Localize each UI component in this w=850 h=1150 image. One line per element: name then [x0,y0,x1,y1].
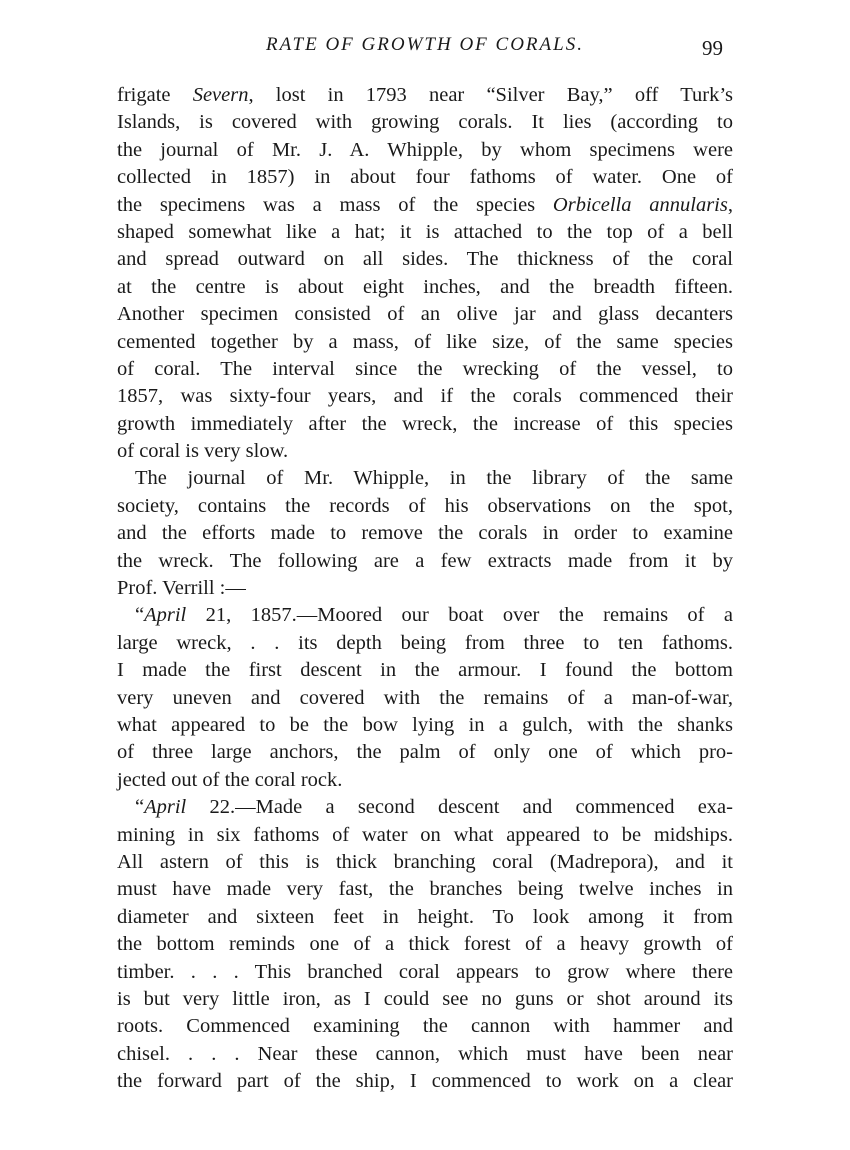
text-line: society, contains the records of his observations on the spot, [117,494,733,517]
text-line: and the efforts made to remove the corals in order to examine [117,522,733,545]
text-line: roots. Commenced examining the cannon with hammer and [117,1015,733,1038]
text-line: the forward part of the ship, I commenced to work on a clear [117,1070,733,1093]
body-text [117,82,733,1095]
text-line: what appeared to be the bow lying in a gulch, with the shanks [117,713,733,736]
text-line: is but very little iron, as I could see no guns or shot around its [117,987,733,1010]
text-line: of three large anchors, the palm of only one of which pro- [117,741,733,764]
text-line: the journal of Mr. J. A. Whipple, by whom specimens were [117,138,733,161]
text-line: All astern of this is thick branching coral (Madrepora), and it [117,850,733,873]
text-line: and spread outward on all sides. The thickness of the coral [117,248,733,271]
text-line: I made the first descent in the armour. I found the bottom [117,659,733,682]
text-line: frigate Severn, lost in 1793 near “Silver Bay,” off Turk’s [117,84,733,106]
text-line: Another specimen consisted of an olive jar and glass decanters [117,303,733,326]
text-line: Prof. Verrill :— [117,577,246,600]
text-line: 1857, was sixty-four years, and if the corals commenced their [117,385,733,408]
text-line: The journal of Mr. Whipple, in the library of the same [135,467,733,490]
text-line: the specimens was a mass of the species Orbicella annularis, [117,193,733,216]
text-line: of coral is very slow. [117,440,289,463]
text-line: diameter and sixteen feet in height. To look among it from [117,905,733,928]
text-line: shaped somewhat like a hat; it is attached to the top of a bell [117,220,733,243]
text-line: “April 22.—Made a second descent and commenced exa- [135,796,733,819]
text-line: must have made very fast, the branches being twelve inches in [117,878,733,901]
text-line: Islands, is covered with growing corals. It lies (according to [117,111,733,134]
text-line: the bottom reminds one of a thick forest of a heavy growth of [117,933,733,956]
text-line: the wreck. The following are a few extracts made from it by [117,549,733,572]
text-line: jected out of the coral rock. [117,768,343,791]
text-line: of coral. The interval since the wrecking of the vessel, to [117,357,733,380]
text-line: growth immediately after the wreck, the increase of this species [117,412,733,435]
text-line: large wreck, . . its depth being from three to ten fathoms. [117,631,733,654]
text-line: “April 21, 1857.—Moored our boat over the remains of a [135,604,733,627]
text-line: mining in six fathoms of water on what appeared to be midships. [117,823,733,846]
text-line: very uneven and covered with the remains of a man-of-war, [117,686,733,709]
running-head [0,34,850,68]
text-line: chisel. . . . Near these cannon, which must have been near [117,1042,733,1065]
text-line: collected in 1857) in about four fathoms of water. One of [117,166,733,189]
text-line: at the centre is about eight inches, and the breadth fifteen. [117,275,733,298]
text-line: cemented together by a mass, of like size, of the same species [117,330,733,353]
text-line: timber. . . . This branched coral appears to grow where there [117,960,733,983]
page-number: 99 [702,36,723,60]
running-title: RATE OF GROWTH OF CORALS. [266,34,584,55]
